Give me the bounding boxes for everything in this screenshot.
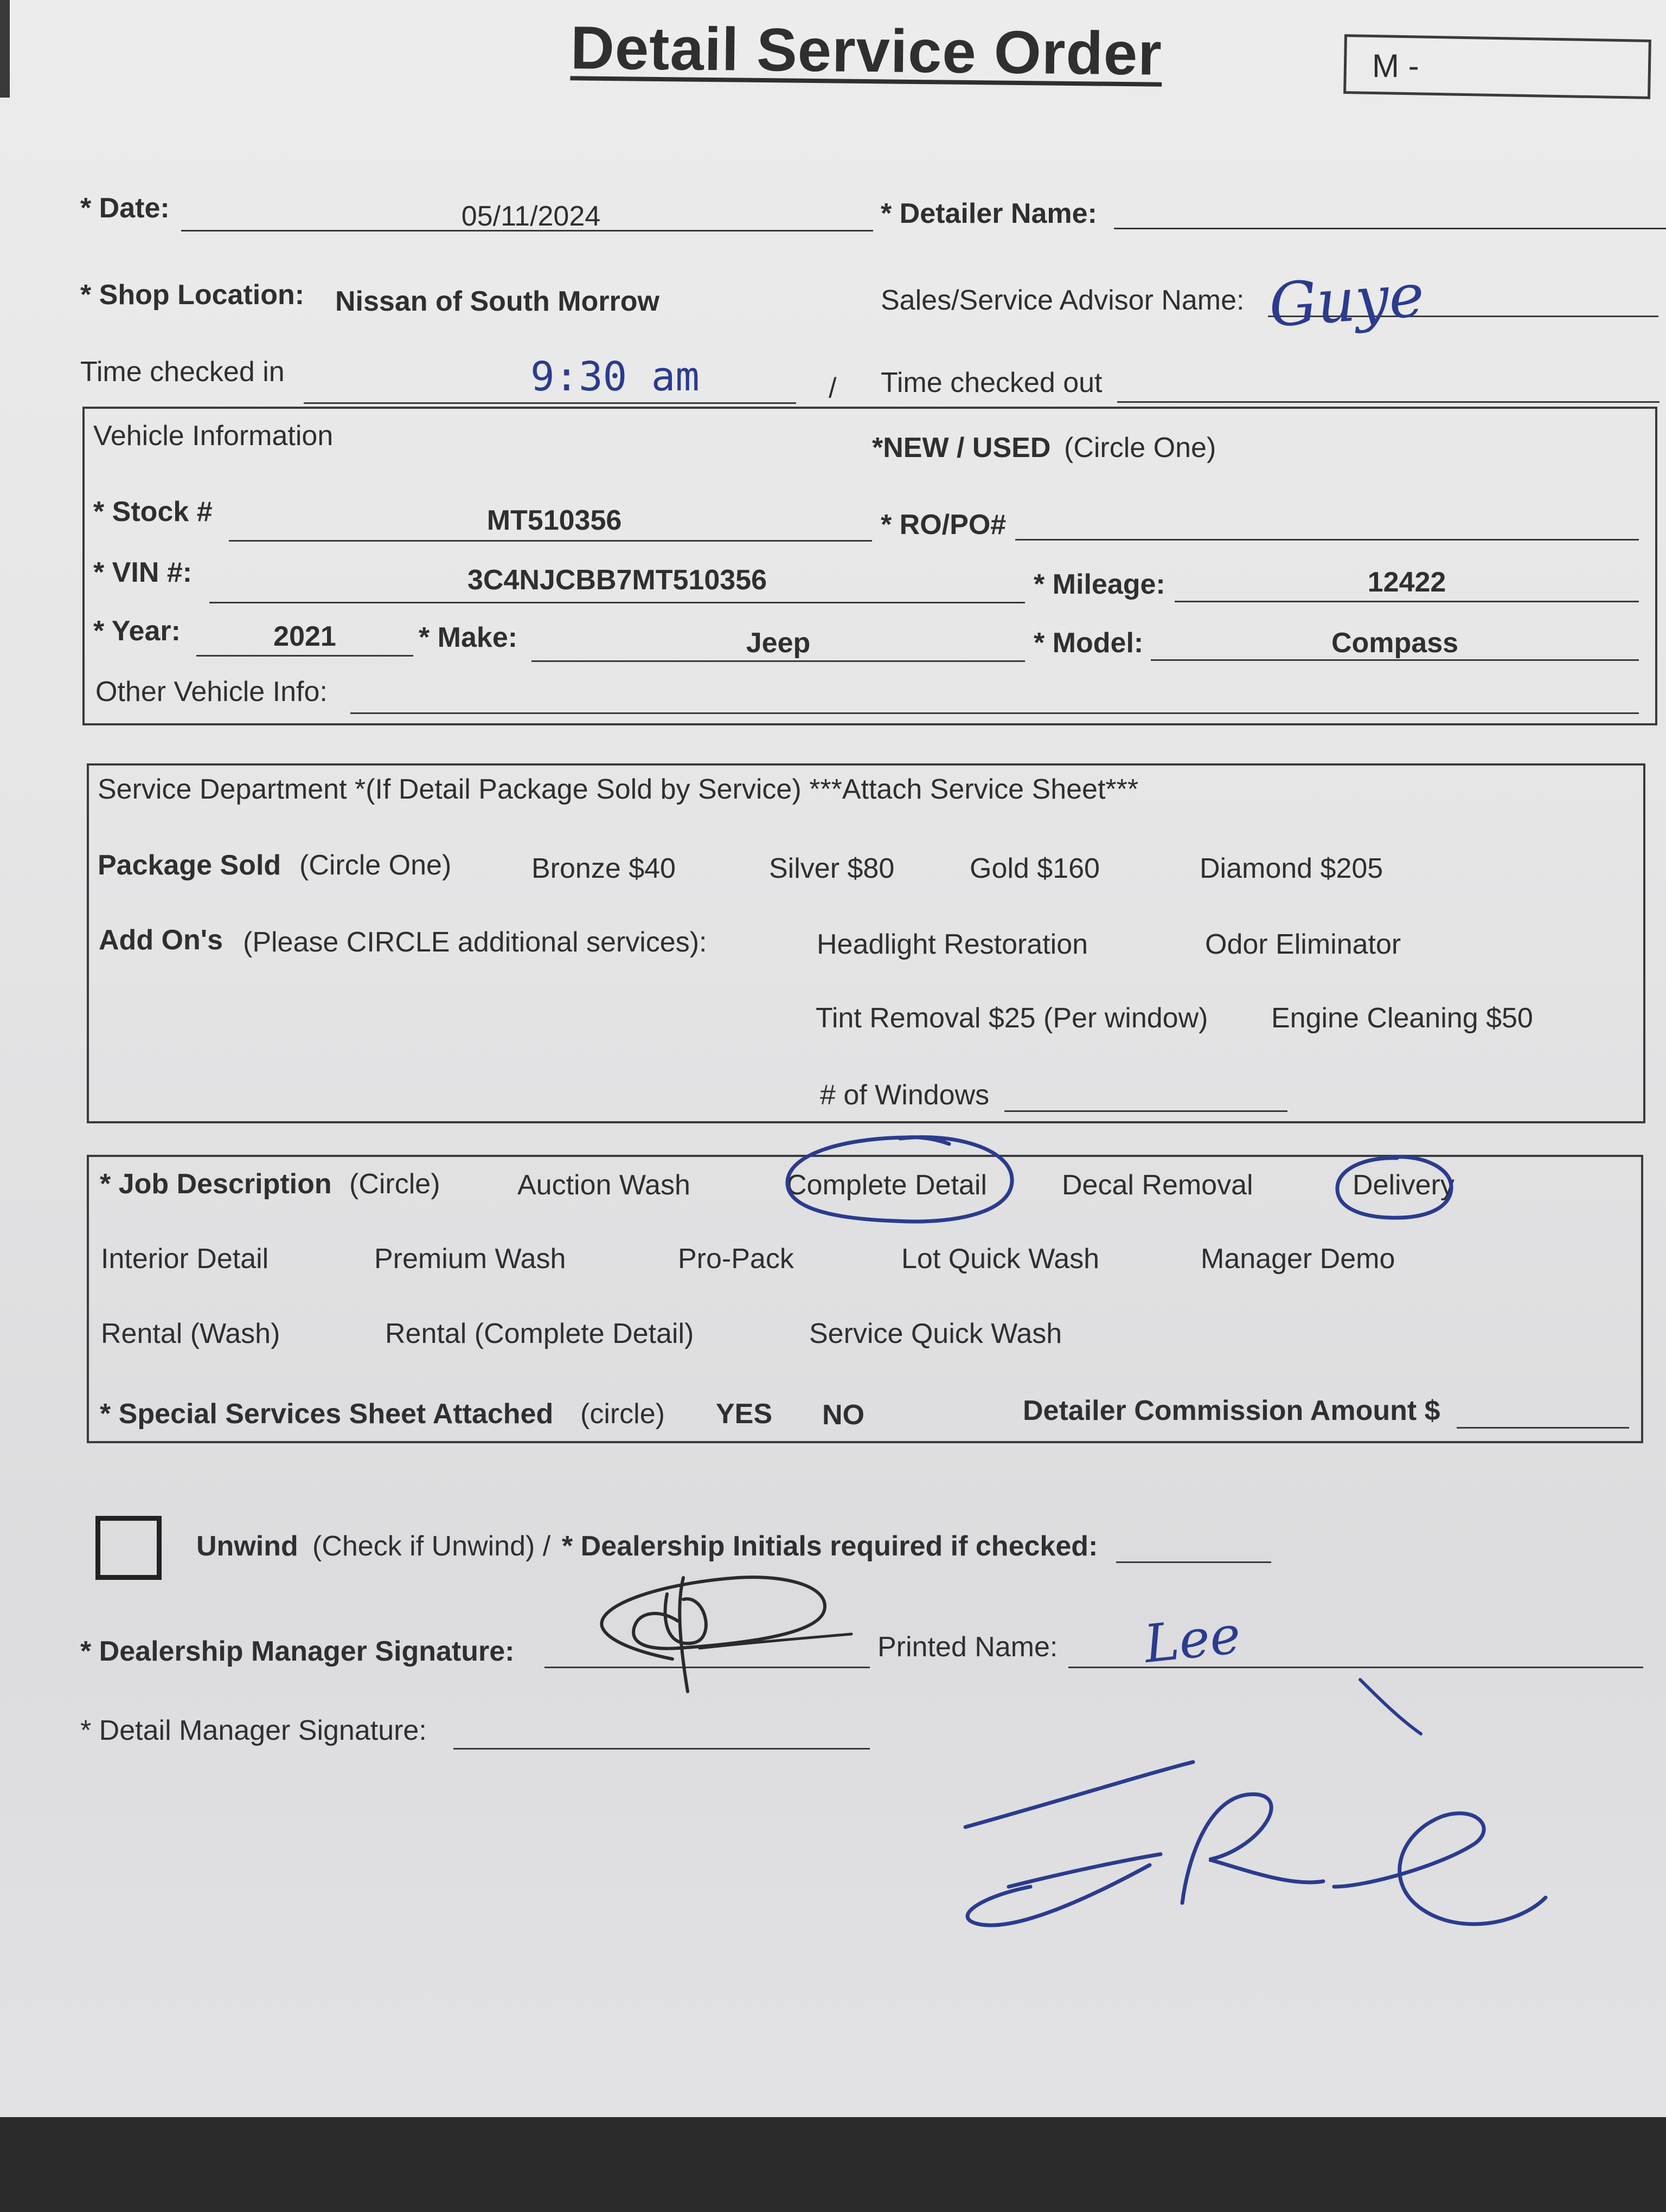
- time-out-line[interactable]: [1117, 401, 1659, 403]
- unwind-hint: (Check if Unwind) /: [312, 1531, 551, 1562]
- addon-odor-eliminator[interactable]: Odor Eliminator: [1205, 929, 1401, 960]
- circle-complete-detail: [776, 1128, 1025, 1231]
- time-out-label: Time checked out: [881, 367, 1103, 398]
- addon-tint-removal[interactable]: Tint Removal $25 (Per window): [816, 1002, 1208, 1034]
- shop-location-label: * Shop Location:: [80, 279, 305, 311]
- other-vehicle-info-label: Other Vehicle Info:: [95, 676, 328, 708]
- model-value[interactable]: Compass: [1331, 627, 1459, 659]
- make-label: * Make:: [419, 622, 518, 653]
- detail-signature-label: * Detail Manager Signature:: [80, 1715, 427, 1746]
- detail-manager-signature[interactable]: [954, 1724, 1573, 1952]
- job-lot-quick-wash[interactable]: Lot Quick Wash: [901, 1243, 1100, 1275]
- year-line: [196, 655, 413, 657]
- mileage-label: * Mileage:: [1034, 569, 1165, 600]
- job-service-quick-wash[interactable]: Service Quick Wash: [809, 1318, 1062, 1349]
- job-delivery[interactable]: Delivery: [1353, 1169, 1454, 1201]
- unwind-checkbox[interactable]: [95, 1516, 162, 1580]
- vin-line: [209, 602, 1025, 603]
- initials-required-label: * Dealership Initials required if checked:: [562, 1531, 1098, 1562]
- time-in-value[interactable]: 9:30 am: [530, 353, 700, 400]
- date-value[interactable]: 05/11/2024: [461, 201, 601, 232]
- year-value[interactable]: 2021: [273, 621, 336, 652]
- job-label: * Job Description: [100, 1168, 332, 1200]
- commission-label: Detailer Commission Amount $: [1023, 1395, 1440, 1426]
- make-line: [531, 660, 1025, 662]
- stock-line: [229, 540, 872, 542]
- vin-label: * VIN #:: [93, 557, 193, 588]
- stock-value[interactable]: MT510356: [486, 505, 622, 536]
- job-complete-detail[interactable]: Complete Detail: [786, 1169, 987, 1201]
- job-rental-complete-detail[interactable]: Rental (Complete Detail): [385, 1318, 694, 1349]
- job-interior-detail[interactable]: Interior Detail: [101, 1243, 269, 1275]
- time-in-line: [304, 402, 796, 404]
- job-rental-wash[interactable]: Rental (Wash): [101, 1318, 280, 1349]
- special-yes-option[interactable]: YES: [716, 1398, 773, 1430]
- model-line: [1151, 659, 1639, 661]
- addons-hint: (Please CIRCLE additional services):: [243, 927, 707, 958]
- mileage-line: [1175, 601, 1639, 602]
- new-used-hint: (Circle One): [1064, 432, 1216, 464]
- printed-name-value[interactable]: Lee: [1141, 1604, 1244, 1675]
- job-manager-demo[interactable]: Manager Demo: [1201, 1243, 1395, 1275]
- special-services-hint: (circle): [580, 1398, 665, 1430]
- addon-headlight-restoration[interactable]: Headlight Restoration: [817, 929, 1088, 960]
- new-used-label: *NEW / USED: [872, 432, 1051, 464]
- package-gold[interactable]: Gold $160: [970, 853, 1100, 884]
- unwind-label: Unwind: [196, 1531, 298, 1562]
- commission-line[interactable]: [1457, 1427, 1629, 1429]
- circle-delivery: [1332, 1153, 1457, 1223]
- addons-label: Add On's: [99, 924, 223, 956]
- year-label: * Year:: [93, 615, 181, 647]
- addon-engine-cleaning[interactable]: Engine Cleaning $50: [1271, 1002, 1533, 1034]
- shop-location-value: Nissan of South Morrow: [335, 286, 659, 317]
- detail-signature-line: [453, 1748, 870, 1750]
- windows-line[interactable]: [1004, 1110, 1287, 1112]
- package-hint: (Circle One): [299, 850, 452, 881]
- job-auction-wash[interactable]: Auction Wash: [517, 1169, 690, 1201]
- time-separator: /: [829, 372, 837, 404]
- initials-line[interactable]: [1116, 1561, 1271, 1563]
- make-value[interactable]: Jeep: [746, 627, 811, 659]
- package-diamond[interactable]: Diamond $205: [1200, 853, 1383, 884]
- advisor-label: Sales/Service Advisor Name:: [881, 285, 1245, 316]
- order-number-label: M -: [1372, 48, 1419, 84]
- package-silver[interactable]: Silver $80: [769, 853, 895, 884]
- package-bronze[interactable]: Bronze $40: [531, 853, 676, 884]
- paper-edge-shadow: [0, 0, 10, 98]
- ro-po-line[interactable]: [1015, 539, 1639, 541]
- vehicle-section-label: Vehicle Information: [93, 420, 334, 452]
- job-premium-wash[interactable]: Premium Wash: [374, 1243, 566, 1275]
- other-vehicle-info-line[interactable]: [350, 712, 1639, 714]
- package-label: Package Sold: [98, 850, 281, 881]
- job-pro-pack[interactable]: Pro-Pack: [678, 1243, 794, 1275]
- advisor-signature[interactable]: Guye: [1266, 260, 1427, 340]
- special-services-label: * Special Services Sheet Attached: [100, 1398, 554, 1430]
- dealership-manager-signature[interactable]: [597, 1561, 868, 1702]
- job-decal-removal[interactable]: Decal Removal: [1062, 1169, 1253, 1201]
- vin-value[interactable]: 3C4NJCBB7MT510356: [467, 564, 767, 596]
- time-in-label: Time checked in: [80, 356, 285, 388]
- model-label: * Model:: [1034, 627, 1144, 659]
- dealership-signature-label: * Dealership Manager Signature:: [80, 1636, 515, 1667]
- date-label: * Date:: [80, 192, 170, 224]
- windows-label: # of Windows: [820, 1079, 990, 1111]
- detailer-name-line[interactable]: [1114, 228, 1666, 229]
- job-hint: (Circle): [349, 1168, 440, 1200]
- printed-name-label: Printed Name:: [877, 1631, 1058, 1663]
- special-no-option[interactable]: NO: [822, 1399, 864, 1431]
- ro-po-label: * RO/PO#: [881, 509, 1007, 541]
- form-title: Detail Service Order: [570, 14, 1163, 88]
- detailer-name-label: * Detailer Name:: [881, 198, 1097, 229]
- mileage-value[interactable]: 12422: [1367, 567, 1446, 598]
- stock-label: * Stock #: [93, 496, 213, 528]
- service-section-label: Service Department *(If Detail Package Sold by Service) ***Attach Service Sheet***: [98, 774, 1139, 805]
